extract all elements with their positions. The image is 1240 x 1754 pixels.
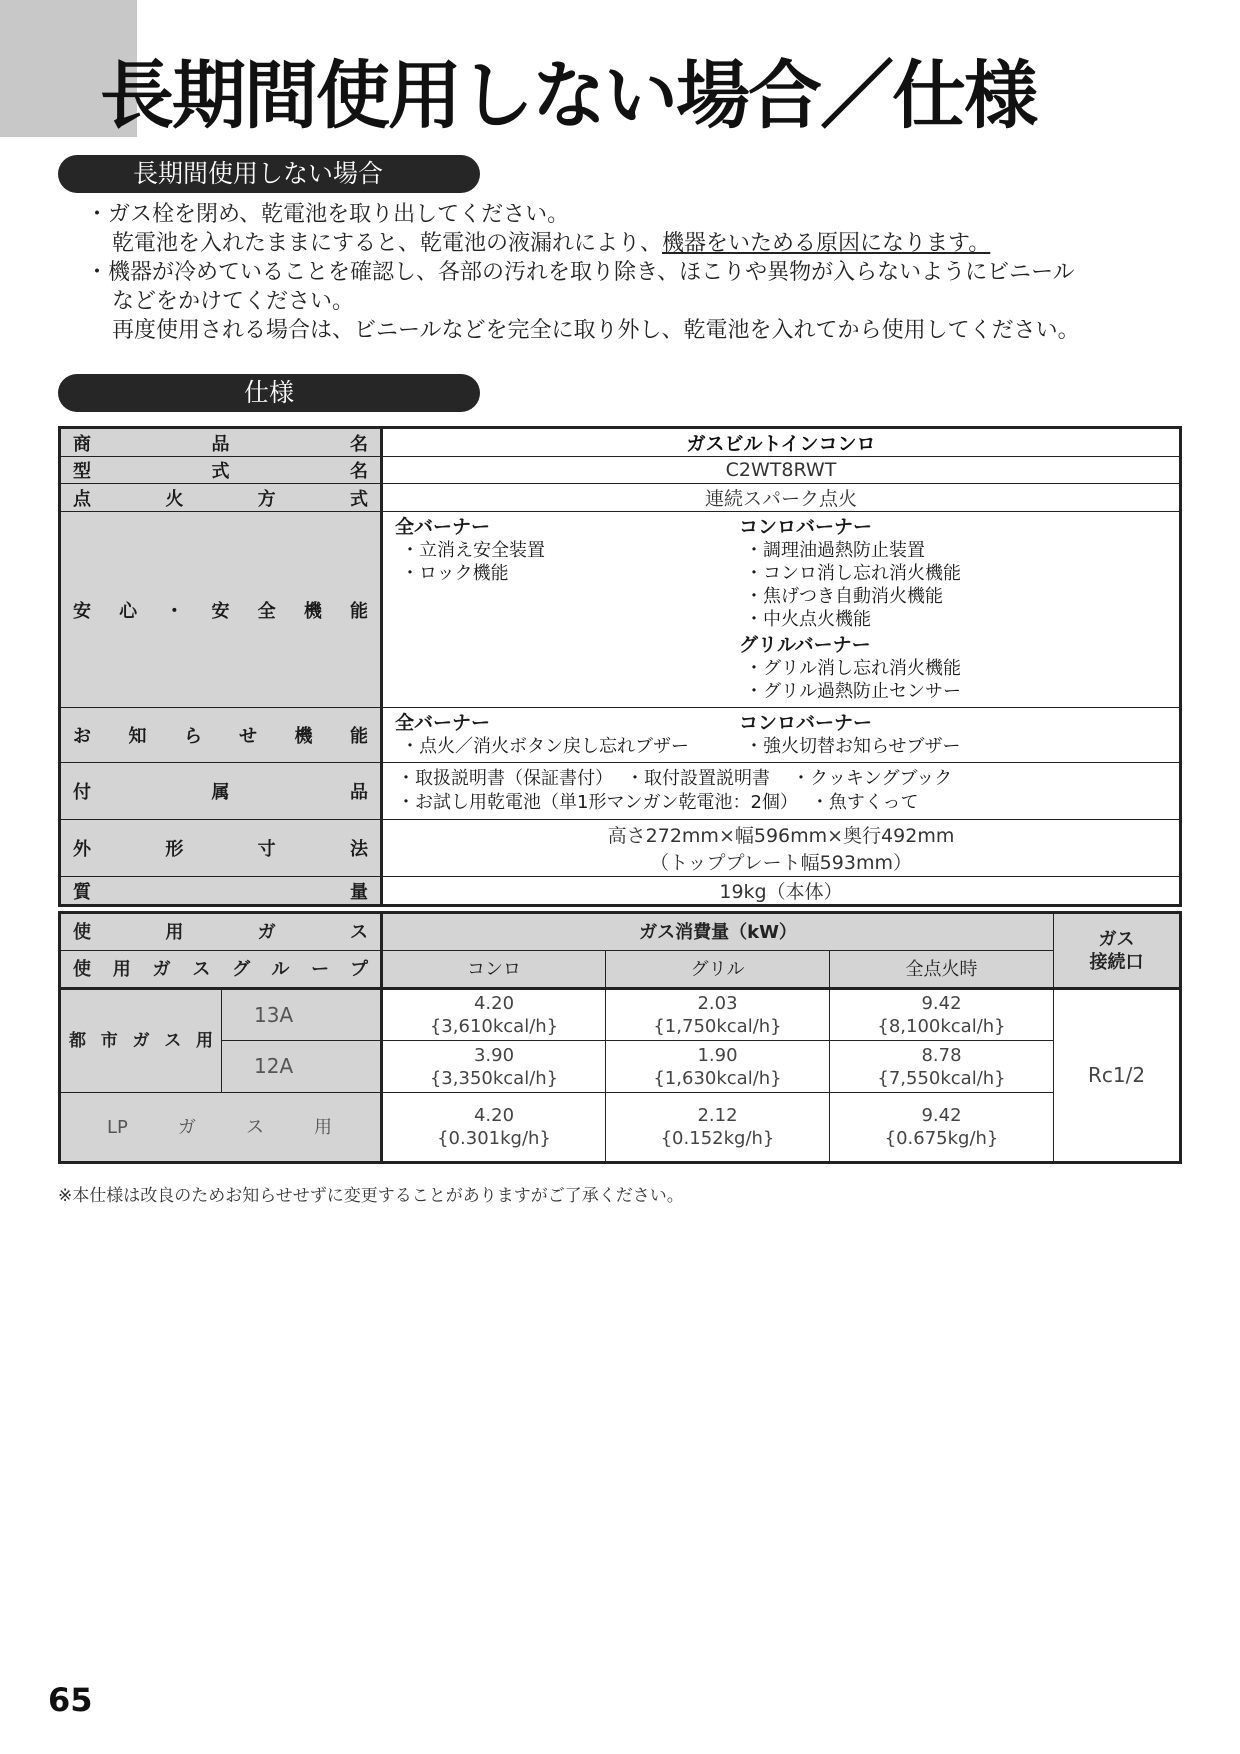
cell-lp-konro bbox=[382, 1093, 606, 1163]
cell-lp-grill bbox=[606, 1093, 830, 1163]
col-konro: コンロ bbox=[382, 951, 606, 989]
safety-all-burner bbox=[395, 516, 739, 703]
gas-group-13a bbox=[222, 989, 382, 1041]
table-row bbox=[60, 989, 1181, 1041]
value-kcal: {1,750kcal/h} bbox=[653, 1016, 782, 1037]
spec-value-product: ガスビルトインコンロ bbox=[382, 428, 1181, 457]
value-kg: {0.152kg/h} bbox=[660, 1128, 775, 1149]
safety-konro-grill bbox=[739, 516, 1167, 703]
list-item: ・魚すくって bbox=[810, 792, 919, 813]
table-row bbox=[60, 763, 1181, 820]
value-kcal: {3,350kcal/h} bbox=[429, 1067, 559, 1089]
gas-label-group: 使用ガスグループ bbox=[60, 951, 382, 989]
instruction-line bbox=[86, 229, 1166, 258]
safety-grill-header: グリルバーナー bbox=[739, 634, 871, 656]
section-heading-storage: 長期間使用しない場合 bbox=[58, 155, 480, 193]
section-heading-spec: 仕様 bbox=[58, 374, 480, 412]
value-kw: 9.42 bbox=[921, 993, 962, 1014]
spec-label-safety: 安心・安全機能 bbox=[60, 512, 382, 708]
safety-konro-header: コンロバーナー bbox=[739, 516, 873, 538]
notify-konro-header: コンロバーナー bbox=[739, 712, 873, 734]
cell-12a-all bbox=[830, 1041, 1054, 1093]
spec-label-dimensions: 外形寸法 bbox=[60, 820, 382, 877]
lp-gas-label-text: LPガス用 bbox=[107, 1116, 332, 1138]
spec-value-dimensions bbox=[382, 820, 1181, 877]
table-row bbox=[60, 877, 1181, 906]
cell-lp-all bbox=[830, 1093, 1054, 1163]
table-row bbox=[60, 512, 1181, 708]
storage-instructions bbox=[86, 200, 1166, 345]
list-item: ・点火／消火ボタン戻し忘れブザー bbox=[401, 736, 689, 757]
list-item: ・クッキングブック bbox=[792, 768, 953, 789]
list-item: ・コンロ消し忘れ消火機能 bbox=[745, 563, 961, 584]
spec-value-weight: 19kg（本体） bbox=[382, 877, 1181, 906]
table-row bbox=[60, 484, 1181, 512]
notify-all-header: 全バーナー bbox=[395, 712, 491, 734]
cell-12a-grill bbox=[606, 1041, 830, 1093]
value-kw: 4.20 bbox=[473, 993, 515, 1014]
table-row bbox=[60, 428, 1181, 457]
spec-value-ignition: 連続スパーク点火 bbox=[382, 484, 1181, 512]
list-item: ・取付設置説明書 bbox=[626, 768, 770, 789]
table-row bbox=[60, 708, 1181, 763]
spec-value-notify bbox=[382, 708, 1181, 763]
notify-konro bbox=[739, 712, 1167, 758]
page-title: 長期間使用しない場合／仕様 bbox=[100, 53, 1036, 139]
value-kw: 8.78 bbox=[921, 1044, 962, 1066]
spec-label-weight: 質量 bbox=[60, 877, 382, 906]
list-item: ・中火点火機能 bbox=[745, 609, 871, 630]
instruction-line: 再度使用される場合は、ビニールなどを完全に取り外し、乾電池を入れてから使用してください。 bbox=[112, 318, 1080, 343]
cell-13a-all bbox=[830, 989, 1054, 1041]
lp-gas-label bbox=[60, 1093, 382, 1163]
instruction-line: ・機器が冷めていることを確認し、各部の汚れを取り除き、ほこりや異物が入らないようにビニール bbox=[86, 260, 1075, 285]
table-row bbox=[60, 457, 1181, 484]
list-item: ・グリル消し忘れ消火機能 bbox=[745, 658, 961, 679]
col-grill: グリル bbox=[606, 951, 830, 989]
table-row bbox=[60, 913, 1181, 951]
city-gas-label: 都市ガス用 bbox=[60, 989, 222, 1093]
value-kw: 2.03 bbox=[697, 993, 738, 1014]
value-kw: 1.90 bbox=[697, 1044, 738, 1066]
accessories-line bbox=[397, 767, 1165, 791]
gas-consumption-table bbox=[58, 911, 1182, 1164]
spec-label-accessories: 付属品 bbox=[60, 763, 382, 820]
gas-group-number: 12 bbox=[254, 1054, 280, 1078]
notify-all bbox=[395, 712, 739, 758]
spec-label-notify: お知らせ機能 bbox=[60, 708, 382, 763]
value-kg: {0.675kg/h} bbox=[884, 1128, 999, 1149]
table-row bbox=[60, 820, 1181, 877]
list-item: ・お試し用乾電池（単1形マンガン乾電池：2個） bbox=[397, 792, 789, 813]
gas-group-number: 13 bbox=[254, 1002, 280, 1027]
value-kw: 4.20 bbox=[473, 1105, 515, 1126]
gas-label-type: 使用ガス bbox=[60, 913, 382, 951]
accessories-line bbox=[397, 791, 1165, 815]
list-item: ・強火切替お知らせブザー bbox=[745, 736, 961, 757]
list-item: ・グリル過熱防止センサー bbox=[745, 681, 961, 702]
spec-value-accessories bbox=[382, 763, 1181, 820]
dimensions-line: （トッププレート幅593mm） bbox=[650, 852, 912, 874]
value-kcal: {8,100kcal/h} bbox=[877, 1016, 1006, 1037]
table-row bbox=[60, 951, 1181, 989]
value-kw: 9.42 bbox=[921, 1105, 962, 1126]
dimensions-line: 高さ272mm×幅596mm×奥行492mm bbox=[607, 825, 955, 847]
cell-13a-grill bbox=[606, 989, 830, 1041]
cell-12a-konro bbox=[382, 1041, 606, 1093]
connection-header-line: ガス bbox=[1098, 928, 1135, 950]
spec-value-safety bbox=[382, 512, 1181, 708]
spec-value-model: C2WT8RWT bbox=[382, 457, 1181, 484]
gas-group-12a bbox=[222, 1041, 382, 1093]
instruction-text: 乾電池を入れたままにすると、乾電池の液漏れにより、 bbox=[112, 231, 663, 256]
spec-label-product: 商品名 bbox=[60, 428, 382, 457]
gas-group-letter: A bbox=[279, 1054, 294, 1078]
consumption-header: ガス消費量（kW） bbox=[382, 913, 1054, 951]
list-item: ・取扱説明書（保証書付） bbox=[397, 768, 604, 789]
value-kcal: {1,630kcal/h} bbox=[653, 1067, 782, 1089]
col-all-ignition: 全点火時 bbox=[830, 951, 1054, 989]
table-row bbox=[60, 1093, 1181, 1163]
connection-value: Rc1/2 bbox=[1054, 989, 1181, 1163]
list-item: ・焦げつき自動消火機能 bbox=[745, 586, 943, 607]
gas-group-letter: A bbox=[279, 1002, 294, 1027]
connection-header bbox=[1054, 913, 1181, 989]
value-kw: 3.90 bbox=[473, 1044, 515, 1066]
list-item: ・調理油過熱防止装置 bbox=[745, 540, 925, 561]
connection-header-line: 接続口 bbox=[1089, 951, 1144, 973]
instruction-line: などをかけてください。 bbox=[112, 289, 355, 314]
value-kw: 2.12 bbox=[697, 1105, 738, 1126]
instruction-warning: 機器をいためる原因になります。 bbox=[662, 231, 991, 256]
spec-table bbox=[58, 426, 1182, 907]
value-kcal: {7,550kcal/h} bbox=[877, 1067, 1006, 1089]
list-item: ・ロック機能 bbox=[401, 563, 509, 584]
page-number: 65 bbox=[48, 1681, 93, 1719]
instruction-line: ・ガス栓を閉め、乾電池を取り出してください。 bbox=[86, 202, 570, 227]
value-kcal: {3,610kcal/h} bbox=[429, 1016, 559, 1037]
spec-label-model: 型式名 bbox=[60, 457, 382, 484]
list-item: ・立消え安全装置 bbox=[401, 540, 545, 561]
safety-all-header: 全バーナー bbox=[395, 516, 491, 538]
spec-label-ignition: 点火方式 bbox=[60, 484, 382, 512]
table-row bbox=[60, 1041, 1181, 1093]
value-kg: {0.301kg/h} bbox=[437, 1128, 551, 1149]
cell-13a-konro bbox=[382, 989, 606, 1041]
spec-footnote: ※本仕様は改良のためお知らせせずに変更することがありますがご了承ください。 bbox=[58, 1186, 684, 1206]
